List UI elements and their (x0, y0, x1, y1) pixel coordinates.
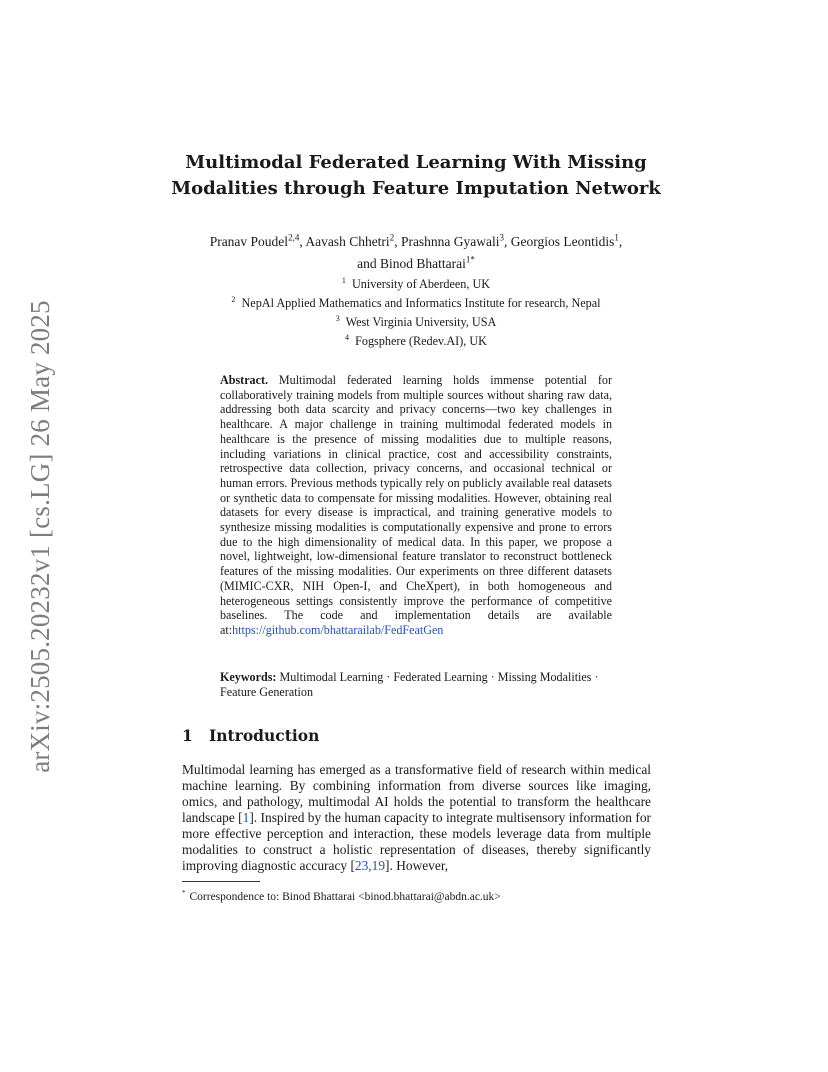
footnote-divider (182, 881, 260, 882)
affiliation: $^1$ University of Aberdeen, UK (341, 276, 491, 292)
author: and Binod Bhattarai$^{1*}$ (357, 254, 475, 271)
keywords-label: Keywords: (220, 670, 277, 684)
footnote-text: Correspondence to: Binod Bhattarai <binod.bhattarai@abdn.ac.uk> (189, 890, 501, 903)
abstract-label: Abstract. (220, 373, 269, 387)
paper-title (140, 150, 692, 202)
keywords-text: Multimodal Learning · Federated Learning · Missing Modalities · Feature Generation (220, 670, 599, 699)
citation-link[interactable]: 1 (242, 810, 250, 825)
abstract (220, 373, 612, 638)
intro-text: ]. Inspired by the human capacity to integrate multisensory information for more effective perception and interaction, these models leverage data from multiple modalities to construct a holistic representation of diseases, thereby significantly improving diagnostic accuracy [ (182, 810, 651, 873)
footnote-mark: * (182, 889, 186, 897)
affiliation: $^4$ Fogsphere (Redev.AI), UK (345, 333, 487, 349)
title-line-2: Modalities through Feature Imputation Network (171, 178, 661, 199)
keywords (220, 670, 612, 700)
section-number: 1 (182, 726, 193, 745)
intro-text: ]. However, (385, 858, 449, 873)
introduction-paragraph (182, 762, 651, 874)
section-title: Introduction (209, 726, 320, 745)
title-line-1: Multimodal Federated Learning With Missing (185, 152, 647, 173)
intro-text: Multimodal learning has emerged as a transformative field of research within medical machine learning. By combining information from diverse sources like imaging, omics, and pathology, multimodal AI holds the potential to transform the healthcare landscape [ (182, 762, 651, 825)
citation-link[interactable]: 23,19 (354, 858, 386, 873)
affiliation-list (160, 273, 672, 349)
footnote (182, 886, 652, 904)
arxiv-id-text: arXiv:2505.20232v1 [cs.LG] 26 May 2025 (24, 299, 55, 773)
author: Aavash Chhetri$^2$, (305, 232, 401, 249)
author-list (160, 228, 672, 273)
affiliation: $^2$ NepAl Applied Mathematics and Informatics Institute for research, Nepal (231, 295, 601, 311)
author: Georgios Leontidis$^1$, (510, 232, 623, 249)
author: Prashnna Gyawali$^3$, (400, 232, 511, 249)
author: Pranav Poudel$^{2,4}$, (209, 232, 306, 249)
abstract-text: Multimodal federated learning holds immense potential for collaboratively training models from multiple sources without sharing raw data, addressing both data scarcity and privacy concerns—two key challenges in healthcare. A major challenge in training multimodal federated models in healthcare is the presence of missing modalities due to multiple reasons, including variations in clinical practice, cost and accessibility constraints, retrospective data collection, privacy concerns, and occasional technical or human errors. Previous methods typically rely on publicly available real datasets or synthetic data to compensate for missing modalities. However, obtaining real datasets for every disease is impractical, and training generative models to synthesize missing modalities is computationally expensive and prone to errors due to the high dimensionality of medical data. In this paper, we propose a novel, lightweight, low-dimensional feature translator to reconstruct bottleneck features of the missing modalities. Our experiments on three different datasets (MIMIC-CXR, NIH Open-I, and CheXpert), in both homogeneous and heterogeneous settings consistently improve the performance of competitive baselines. The code and implementation details are available at: (220, 373, 612, 637)
section-heading-introduction (182, 726, 319, 745)
affiliation: $^3$ West Virginia University, USA (335, 314, 497, 330)
code-repository-link[interactable]: https://github.com/bhattarailab/FedFeatGen (232, 622, 444, 637)
arxiv-identifier-stamp (18, 296, 62, 776)
